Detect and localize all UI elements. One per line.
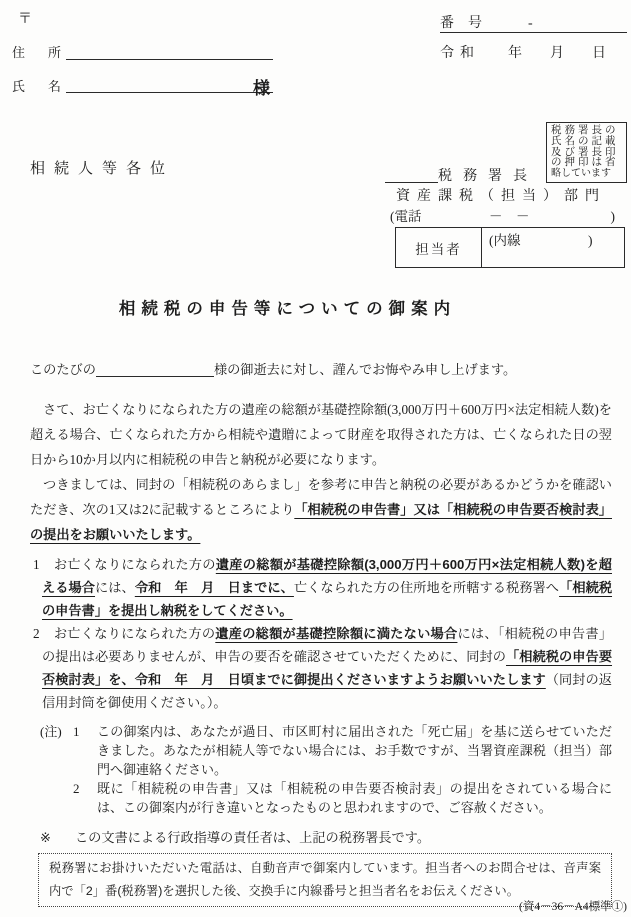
date-row <box>440 42 606 62</box>
date-day-label: 日 <box>592 46 606 61</box>
item-number: 2 <box>33 626 40 641</box>
phone-guidance-box: 税務署にお掛けいただいた電話は、自動音声で御案内しています。担当者へのお問合せは、音声案内で「2」番(税務署)を選択した後、交換手に内線番号と担当者名をお伝えください。 <box>38 853 612 907</box>
office-note-line: 及び署長印 <box>551 146 619 158</box>
item-text: （同封の返信用封筒を御使用ください。）。 <box>42 672 612 710</box>
request-paragraph <box>30 472 612 547</box>
item-underlined-text: 遺産の総額が基礎控除額(3,000万円＋600万円×法定相続人数)を超える場合 <box>42 557 612 595</box>
phone-number-line: (電話 － － ) <box>390 209 615 224</box>
request-text: つきましては、同封の「相続税のあらまし」を参考に申告と納税の必要があるかどうかを確認いただき、次の1又は2に記載するところにより <box>30 477 612 517</box>
item-underlined-text: 「相続税の申告要否検討表」を、令和 年 月 日頃までに御提出くださいますようお願いいたします <box>42 649 613 687</box>
responsibility-text: この文書による行政指導の責任者は、上記の税務署長です。 <box>75 830 431 845</box>
item-text: には、「相続税の申告書」の提出は必要ありませんが、申告の要否を確認させていただくために、同封の <box>42 626 613 664</box>
document-number-separator: - <box>528 16 533 31</box>
note-text: 既に「相続税の申告書」又は「相続税の申告要否検討表」の提出をされている場合には、この御案内が行き違いとなったものと思われますので、ご容赦ください。 <box>97 781 612 815</box>
item-text: には、 <box>95 580 135 595</box>
office-note-line: 略しています <box>551 168 611 180</box>
asset-taxation-department-label: 資産課税（担当）部門 <box>396 189 606 204</box>
notes-label: (注) <box>40 724 62 739</box>
item-text: お亡くなりになられた方の <box>53 557 216 572</box>
note-text: この御案内は、あなたが過日、市区町村に届出された「死亡届」を基に送らせていただきました。あなたが相続人等でない場合には、お手数ですが、当署資産課税（担当）部門へ御連絡ください。 <box>97 724 612 777</box>
item-underlined-text: 令和 年 月 日までに、 <box>134 580 294 595</box>
extension-label: (内線 ) <box>489 233 593 248</box>
office-note-line: 氏名の記載 <box>551 135 619 147</box>
date-year-label: 年 <box>508 46 522 61</box>
instruction-item-2 <box>30 622 612 714</box>
note-item-1 <box>73 722 612 779</box>
tax-office-head-row <box>385 165 538 185</box>
notes-section <box>30 722 612 817</box>
date-month-label: 月 <box>550 46 564 61</box>
date-era-label: 令和 <box>440 46 480 61</box>
instruction-list <box>30 553 612 714</box>
condolence-post-text: 様の御逝去に対し、謹んでお悔やみ申し上げます。 <box>213 362 517 377</box>
condolence-pre-text: このたびの <box>30 362 96 377</box>
tax-office-name-blank <box>385 166 438 183</box>
document-number-label: 番 号 <box>440 16 482 31</box>
item-underlined-text: 「相続税の申告書」を提出し納税をしてください。 <box>42 580 613 618</box>
condolence-paragraph <box>30 357 612 382</box>
document-number-row <box>440 12 627 33</box>
addressee-heirs: 相続人等各位 <box>30 161 175 177</box>
address-row <box>12 42 273 61</box>
reference-mark: ※ <box>40 830 52 845</box>
tax-office-head-label: 税務署長 <box>438 169 538 184</box>
office-note-line: 税務署長の <box>551 125 619 136</box>
item-number: 1 <box>33 557 40 572</box>
honorific-sama: 様 <box>253 79 272 98</box>
office-head-seal-omission-note <box>546 122 627 183</box>
name-label: 氏 名 <box>12 79 67 94</box>
document-body <box>30 357 612 907</box>
postal-mark: 〒 <box>18 12 32 27</box>
filing-requirement-paragraph: さて、お亡くなりになられた方の遺産の総額が基礎控除額(3,000万円＋600万円×法定相続人数)を超える場合、亡くなられた方から相続や遺贈によって財産を取得された方は、亡くなられた日の翌日から10か月以内に相続税の申告と納税が必要になります。 <box>30 402 612 467</box>
name-row <box>12 74 273 98</box>
responsibility-note <box>30 828 612 847</box>
page-title: 相続税の申告等についての御案内 <box>118 300 457 318</box>
address-label: 住 所 <box>12 45 67 60</box>
note-item-2 <box>73 779 612 817</box>
item-underlined-text: 遺産の総額が基礎控除額に満たない場合 <box>215 626 458 641</box>
note-number: 1 <box>73 724 80 739</box>
office-note-line: の押印は省 <box>551 157 619 169</box>
instruction-item-1 <box>30 553 612 622</box>
name-blank-line <box>66 74 273 98</box>
form-code: (資4－36－A4標準①) <box>519 901 627 913</box>
staff-label: 担当者 <box>396 228 482 267</box>
request-underlined-text: 「相続税の申告書」又は「相続税の申告要否検討表」の提出をお願いいたします。 <box>30 502 612 542</box>
note-number: 2 <box>73 781 80 796</box>
address-blank-line <box>66 44 273 60</box>
item-text: 亡くなられた方の住所地を所轄する税務署へ <box>293 580 560 595</box>
deceased-name-blank <box>96 361 214 377</box>
staff-in-charge-box <box>395 227 625 268</box>
item-text: お亡くなりになられた方の <box>53 626 216 641</box>
